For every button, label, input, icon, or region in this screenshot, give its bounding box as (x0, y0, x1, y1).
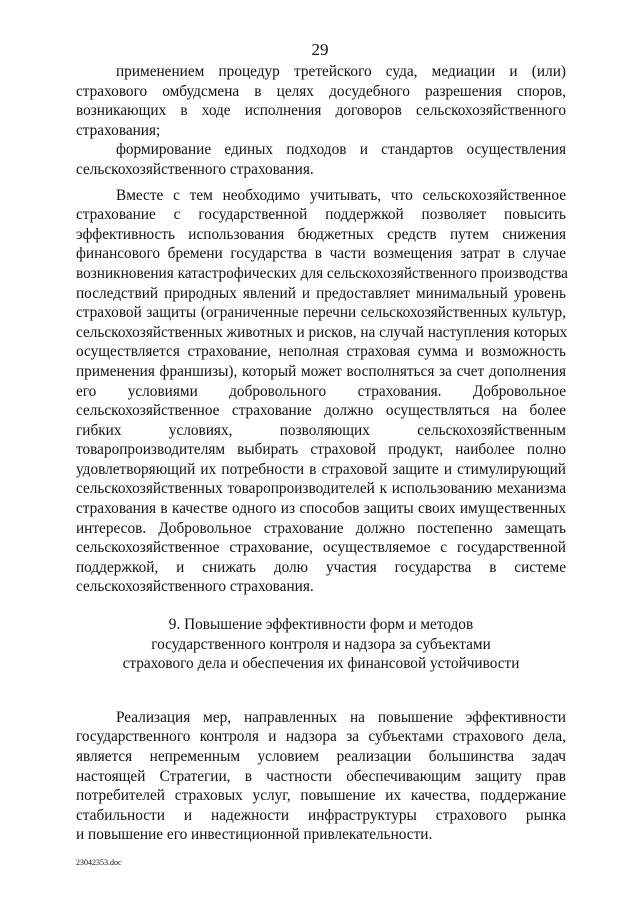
text-line: сельскохозяйственное страхование, осуществляемое с государственной (76, 539, 566, 557)
heading-line: страхового дела и обеспечения их финансовой устойчивости (122, 655, 520, 673)
text-line: является непременным условием реализации большинства задач (76, 748, 566, 765)
text-line: настоящей Стратегии, в частности обеспечивающим защиту прав (76, 767, 566, 785)
text-line: сельскохозяйственных товаропроизводителей к использованию механизма (76, 480, 566, 498)
text-line: страховой защиты (ограниченные перечни сельскохозяйственных культур, (76, 304, 566, 322)
text-line: интересов. Добровольное страхование должно постепенно замещать (76, 519, 566, 537)
paragraph-3 (76, 186, 566, 597)
text-line: эффективность использования бюджетных средств путем снижения (76, 225, 566, 243)
section-heading (76, 615, 566, 674)
text-line: осуществляется страхование, неполная страховая сумма и возможность (76, 343, 566, 361)
text-line: возникающих в ходе исполнения договоров сельскохозяйственного (76, 102, 566, 120)
text-line: потребителей страховых услуг, повышение их качества, поддержание (76, 787, 566, 805)
paragraph-4 (76, 708, 566, 845)
text-line: финансового бремени государства в части возмещения затрат в случае (76, 245, 566, 263)
text-line: страхование с государственной поддержкой позволяет повысить (76, 206, 566, 224)
text-line: поддержкой, и снижать долю участия государства в системе (76, 558, 566, 576)
paragraph-1 (76, 62, 566, 140)
text-line: применением процедур третейского суда, медиации и (или) (116, 63, 566, 80)
paragraph-2 (76, 140, 566, 179)
text-line: сельскохозяйственное страхование должно осуществляться на более (76, 402, 566, 420)
heading-line: 9. Повышение эффективности форм и методов (168, 616, 474, 634)
text-line: страхования; (76, 121, 161, 139)
text-line: формирование единых подходов и стандартов осуществления (116, 141, 566, 159)
text-line: сельскохозяйственного страхования. (76, 160, 314, 178)
document-body (76, 62, 566, 845)
text-line: применения франшизы), который может восполняться за счет дополнения (76, 362, 566, 380)
text-line: возникновения катастрофических для сельскохозяйственного производства (76, 264, 568, 282)
text-line: страхования в качестве одного из способов защиты своих имущественных (76, 500, 566, 518)
text-line: удовлетворяющий их потребности в страховой защите и стимулирующий (76, 460, 566, 478)
text-line: Реализация мер, направленных на повышение эффективности (116, 708, 566, 726)
text-line: сельскохозяйственных животных и рисков, на случай наступления которых (76, 323, 568, 341)
text-line: государственного контроля и надзора за субъектами страхового дела, (76, 728, 566, 746)
text-line: товаропроизводителям выбирать страховой продукт, наиболее полно (76, 441, 566, 459)
text-line: Вместе с тем необходимо учитывать, что сельскохозяйственное (116, 186, 566, 204)
page-number: 29 (311, 40, 329, 59)
text-line: страхового омбудсмена в целях досудебного разрешения споров, (76, 82, 566, 100)
text-line: его условиями добровольного страхования. Добровольное (76, 382, 566, 400)
text-line: гибких условиях, позволяющих сельскохозяйственным (76, 421, 566, 439)
footer-filename: 23042353.doc (76, 858, 122, 867)
text-line: последствий природных явлений и предоставляет минимальный уровень (76, 284, 566, 302)
heading-line: государственного контроля и надзора за субъектами (151, 635, 491, 653)
text-line: стабильности и надежности инфраструктуры страхового рынка (76, 806, 566, 824)
text-line: и повышение его инвестиционной привлекательности. (76, 826, 433, 844)
text-line: сельскохозяйственного страхования. (76, 578, 314, 596)
